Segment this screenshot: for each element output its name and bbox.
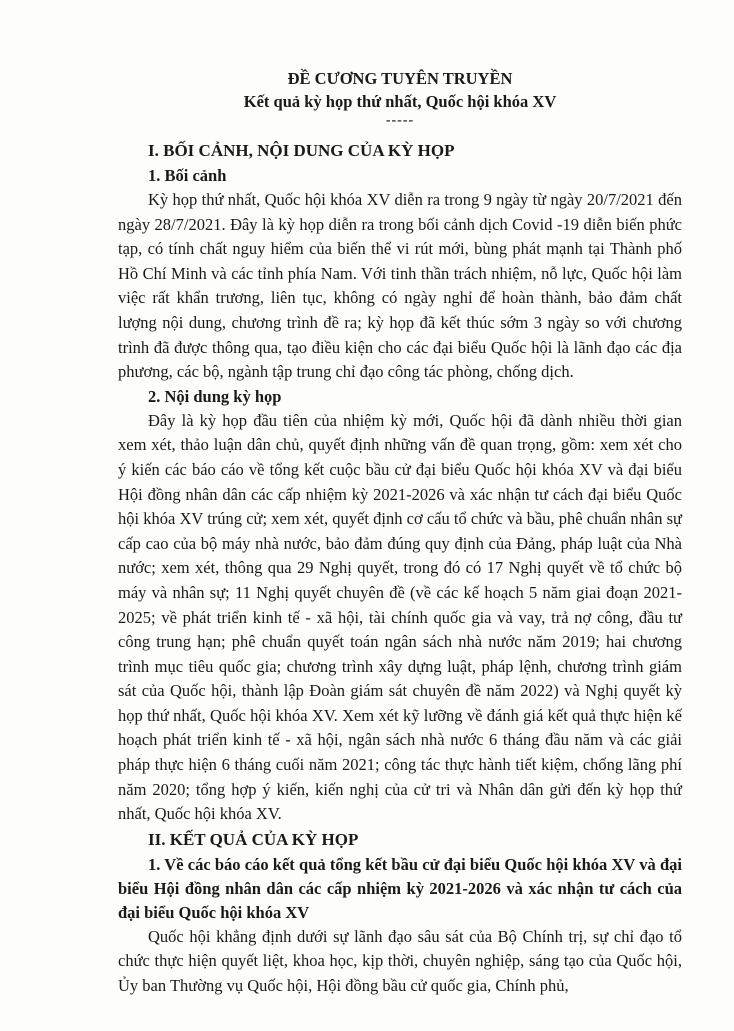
section-1-sub-2-heading: 2. Nội dung kỳ họp: [148, 386, 282, 406]
title-separator: -----: [385, 113, 415, 128]
section-1-sub-1-paragraph: Kỳ họp thứ nhất, Quốc hội khóa XV diễn ra trong 9 ngày từ ngày 20/7/2021 đến ngày 28/7/2021. Đây là kỳ họp diễn ra trong bối cảnh dịch Covid -19 diễn biến phức tạp, có tính chất nguy hiểm của biến thể vi rút mới, bùng phát mạnh tại Thành phố Hồ Chí Minh và các tỉnh phía Nam. Với tinh thần trách nhiệm, nỗ lực, Quốc hội làm việc rất khẩn trương, liên tục, không có ngày nghỉ để hoàn thành, bảo đảm chất lượng nội dung, chương trình đề ra; kỳ họp đã kết thúc sớm 3 ngày so với chương trình đã được thông qua, tạo điều kiện cho các đại biểu Quốc hội là lãnh đạo các địa phương, các bộ, ngành tập trung chỉ đạo công tác phòng, chống dịch.: [118, 190, 682, 382]
document-title: ĐỀ CƯƠNG TUYÊN TRUYỀN: [287, 69, 513, 88]
section-2-heading: II. KẾT QUẢ CỦA KỲ HỌP: [148, 829, 359, 849]
section-1-sub-1-heading: 1. Bối cảnh: [148, 166, 227, 185]
section-2-sub-1-paragraph: Quốc hội khẳng định dưới sự lãnh đạo sâu sát của Bộ Chính trị, sự chỉ đạo tổ chức thực hiện quyết liệt, khoa học, kịp thời, chuyên nghiệp, sáng tạo của Quốc hội, Ủy ban Thường vụ Quốc hội, Hội đồng bầu cử quốc gia, Chính phủ,: [118, 926, 682, 996]
section-1-sub-2-paragraph: Đây là kỳ họp đầu tiên của nhiệm kỳ mới, Quốc hội đã dành nhiều thời gian xem xét, thảo luận dân chủ, quyết định những vấn đề quan trọng, gồm: xem xét cho ý kiến các báo cáo về tổng kết cuộc bầu cử đại biểu Quốc hội khóa XV và đại biểu Hội đồng nhân dân các cấp nhiệm kỳ 2021-2026 và xác nhận tư cách đại biểu Quốc hội khóa XV trúng cử; xem xét, quyết định cơ cấu tổ chức và bầu, phê chuẩn nhân sự cấp cao của bộ máy nhà nước, bảo đảm đúng quy định của Đảng, pháp luật của Nhà nước; xem xét, thông qua 29 Nghị quyết, trong đó có 17 Nghị quyết về tổ chức bộ máy và nhân sự; 11 Nghị quyết chuyên đề (về các kế hoạch 5 năm giai đoạn 2021-2025; về phát triển kinh tế - xã hội, tài chính quốc gia và vay, trả nợ công, đầu tư công trung hạn; phê chuẩn quyết toán ngân sách nhà nước năm 2019; hai chương trình mục tiêu quốc gia; chương trình xây dựng luật, pháp lệnh, chương trình giám sát của Quốc hội, thành lập Đoàn giám sát chuyên đề năm 2022) và Nghị quyết kỳ họp thứ nhất, Quốc hội khóa XV. Xem xét kỹ lưỡng về đánh giá kết quả thực hiện kế hoạch phát triển kinh tế - xã hội, ngân sách nhà nước 6 tháng đầu năm và các giải pháp thực hiện 6 tháng cuối năm 2021; công tác thực hành tiết kiệm, chống lãng phí năm 2020; tổng hợp ý kiến, kiến nghị của cử tri và Nhân dân gửi đến kỳ họp thứ nhất, Quốc hội khóa XV.: [118, 410, 682, 824]
section-2-sub-1-heading: 1. Về các báo cáo kết quả tổng kết bầu cử đại biểu Quốc hội khóa XV và đại biểu Hội đồng nhân dân các cấp nhiệm kỳ 2021-2026 và xác nhận tư cách của đại biểu Quốc hội khóa XV: [118, 854, 682, 922]
section-1-heading: I. BỐI CẢNH, NỘI DUNG CỦA KỲ HỌP: [148, 141, 455, 160]
document-subtitle: Kết quả kỳ họp thứ nhất, Quốc hội khóa XV: [243, 92, 557, 111]
